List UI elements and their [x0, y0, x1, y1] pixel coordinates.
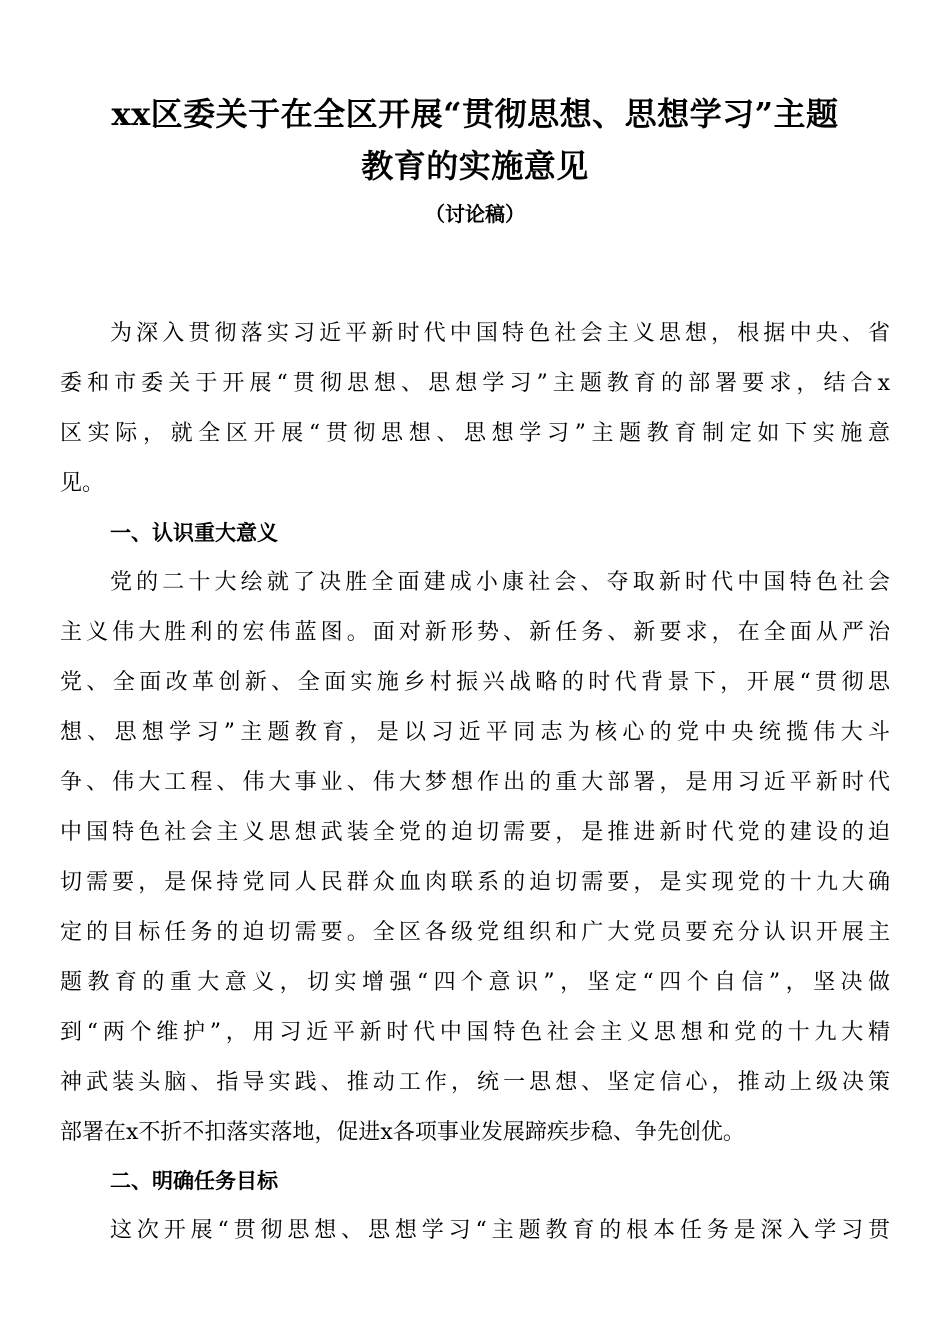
paragraph-line: 委和市委关于开展“贯彻思想、思想学习”主题教育的部署要求，结合x: [60, 371, 890, 396]
paragraph-line: 党、全面改革创新、全面实施乡村振兴战略的时代背景下，开展“贯彻思: [60, 670, 890, 695]
paragraph-line: 题教育的重大意义，切实增强“四个意识”，坚定“四个自信”，坚决做: [60, 970, 890, 995]
document-title-line-1: xx区委关于在全区开展“贯彻思想、思想学习”主题: [111, 95, 839, 133]
document-title-line-2: 教育的实施意见: [361, 147, 589, 185]
document-subtitle: （讨论稿）: [425, 202, 525, 226]
paragraph-line: 切需要，是保持党同人民群众血肉联系的迫切需要，是实现党的十九大确: [60, 870, 890, 895]
paragraph-line: 想、思想学习”主题教育，是以习近平同志为核心的党中央统揽伟大斗: [60, 720, 890, 745]
paragraph-line: 争、伟大工程、伟大事业、伟大梦想作出的重大部署，是用习近平新时代: [60, 770, 890, 795]
paragraph-line: 定的目标任务的迫切需要。全区各级党组织和广大党员要充分认识开展主: [60, 920, 890, 945]
paragraph-line: 见。: [60, 471, 105, 496]
paragraph-line: 为深入贯彻落实习近平新时代中国特色社会主义思想，根据中央、省: [110, 321, 890, 346]
paragraph-line: 主义伟大胜利的宏伟蓝图。面对新形势、新任务、新要求，在全面从严治: [60, 620, 890, 645]
paragraph-line: 中国特色社会主义思想武装全党的迫切需要，是推进新时代党的建设的迫: [60, 820, 890, 845]
paragraph-line: 部署在x不折不扣落实落地，促进x各项事业发展蹄疾步稳、争先创优。: [60, 1120, 745, 1145]
section-heading-2: 二、明确任务目标: [110, 1169, 278, 1193]
paragraph-line: 到“两个维护”，用习近平新时代中国特色社会主义思想和党的十九大精: [60, 1020, 890, 1045]
paragraph-line: 党的二十大绘就了决胜全面建成小康社会、夺取新时代中国特色社会: [110, 570, 890, 595]
section-heading-1: 一、认识重大意义: [110, 521, 278, 545]
paragraph-line: 这次开展“贯彻思想、思想学习“主题教育的根本任务是深入学习贯: [110, 1218, 890, 1243]
paragraph-line: 神武装头脑、指导实践、推动工作，统一思想、坚定信心，推动上级决策: [60, 1070, 890, 1095]
paragraph-line: 区实际，就全区开展“贯彻思想、思想学习”主题教育制定如下实施意: [60, 421, 890, 446]
